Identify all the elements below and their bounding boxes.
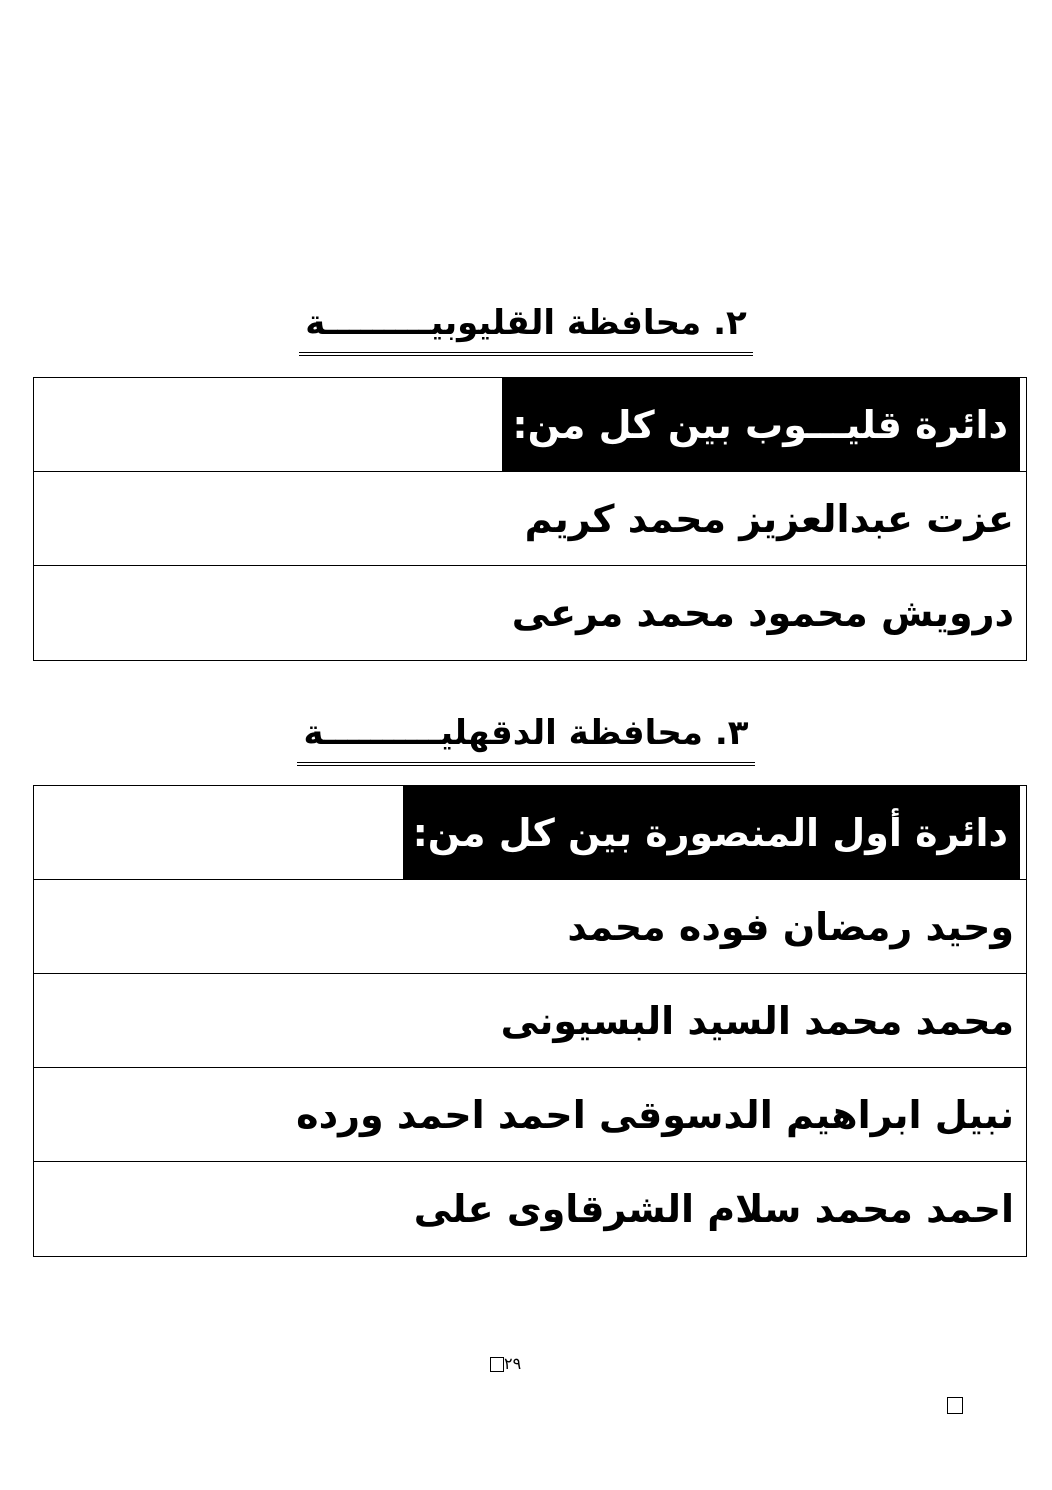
table-row	[34, 1068, 1026, 1162]
table-row-header	[34, 786, 1026, 880]
table-row	[34, 472, 1026, 566]
candidate-name: نبيل ابراهيم الدسوقى احمد احمد ورده	[296, 1092, 1014, 1137]
table-row	[34, 566, 1026, 660]
table-row	[34, 974, 1026, 1068]
section-title: ٢. محافظة القليوبيـــــــــة	[299, 300, 753, 356]
district-label: دائرة أول المنصورة بين كل من:	[403, 786, 1020, 880]
section-heading-qalyubia	[0, 300, 1052, 356]
box-glyph-icon	[490, 1357, 504, 1372]
table-row	[34, 1162, 1026, 1256]
district-label: دائرة قليـــوب بين كل من:	[502, 378, 1020, 472]
candidate-name: محمد محمد السيد البسيونى	[500, 998, 1014, 1043]
section-title: ٣. محافظة الدقهليــــــــــة	[297, 710, 754, 766]
candidate-name: احمد محمد سلام الشرقاوى على	[413, 1187, 1014, 1231]
section-heading-dakahlia	[0, 710, 1052, 766]
candidate-name: عزت عبدالعزيز محمد كريم	[524, 496, 1014, 541]
page-number-text: ٢٩	[504, 1354, 522, 1373]
table-row-header	[34, 378, 1026, 472]
candidate-name: درويش محمود محمد مرعى	[511, 591, 1014, 635]
corner-box-icon	[947, 1397, 963, 1414]
table-dakahlia	[33, 785, 1027, 1257]
table-qalyubia	[33, 377, 1027, 661]
candidate-name: وحيد رمضان فوده محمد	[567, 904, 1014, 949]
table-row	[34, 880, 1026, 974]
page-number	[488, 1354, 521, 1373]
